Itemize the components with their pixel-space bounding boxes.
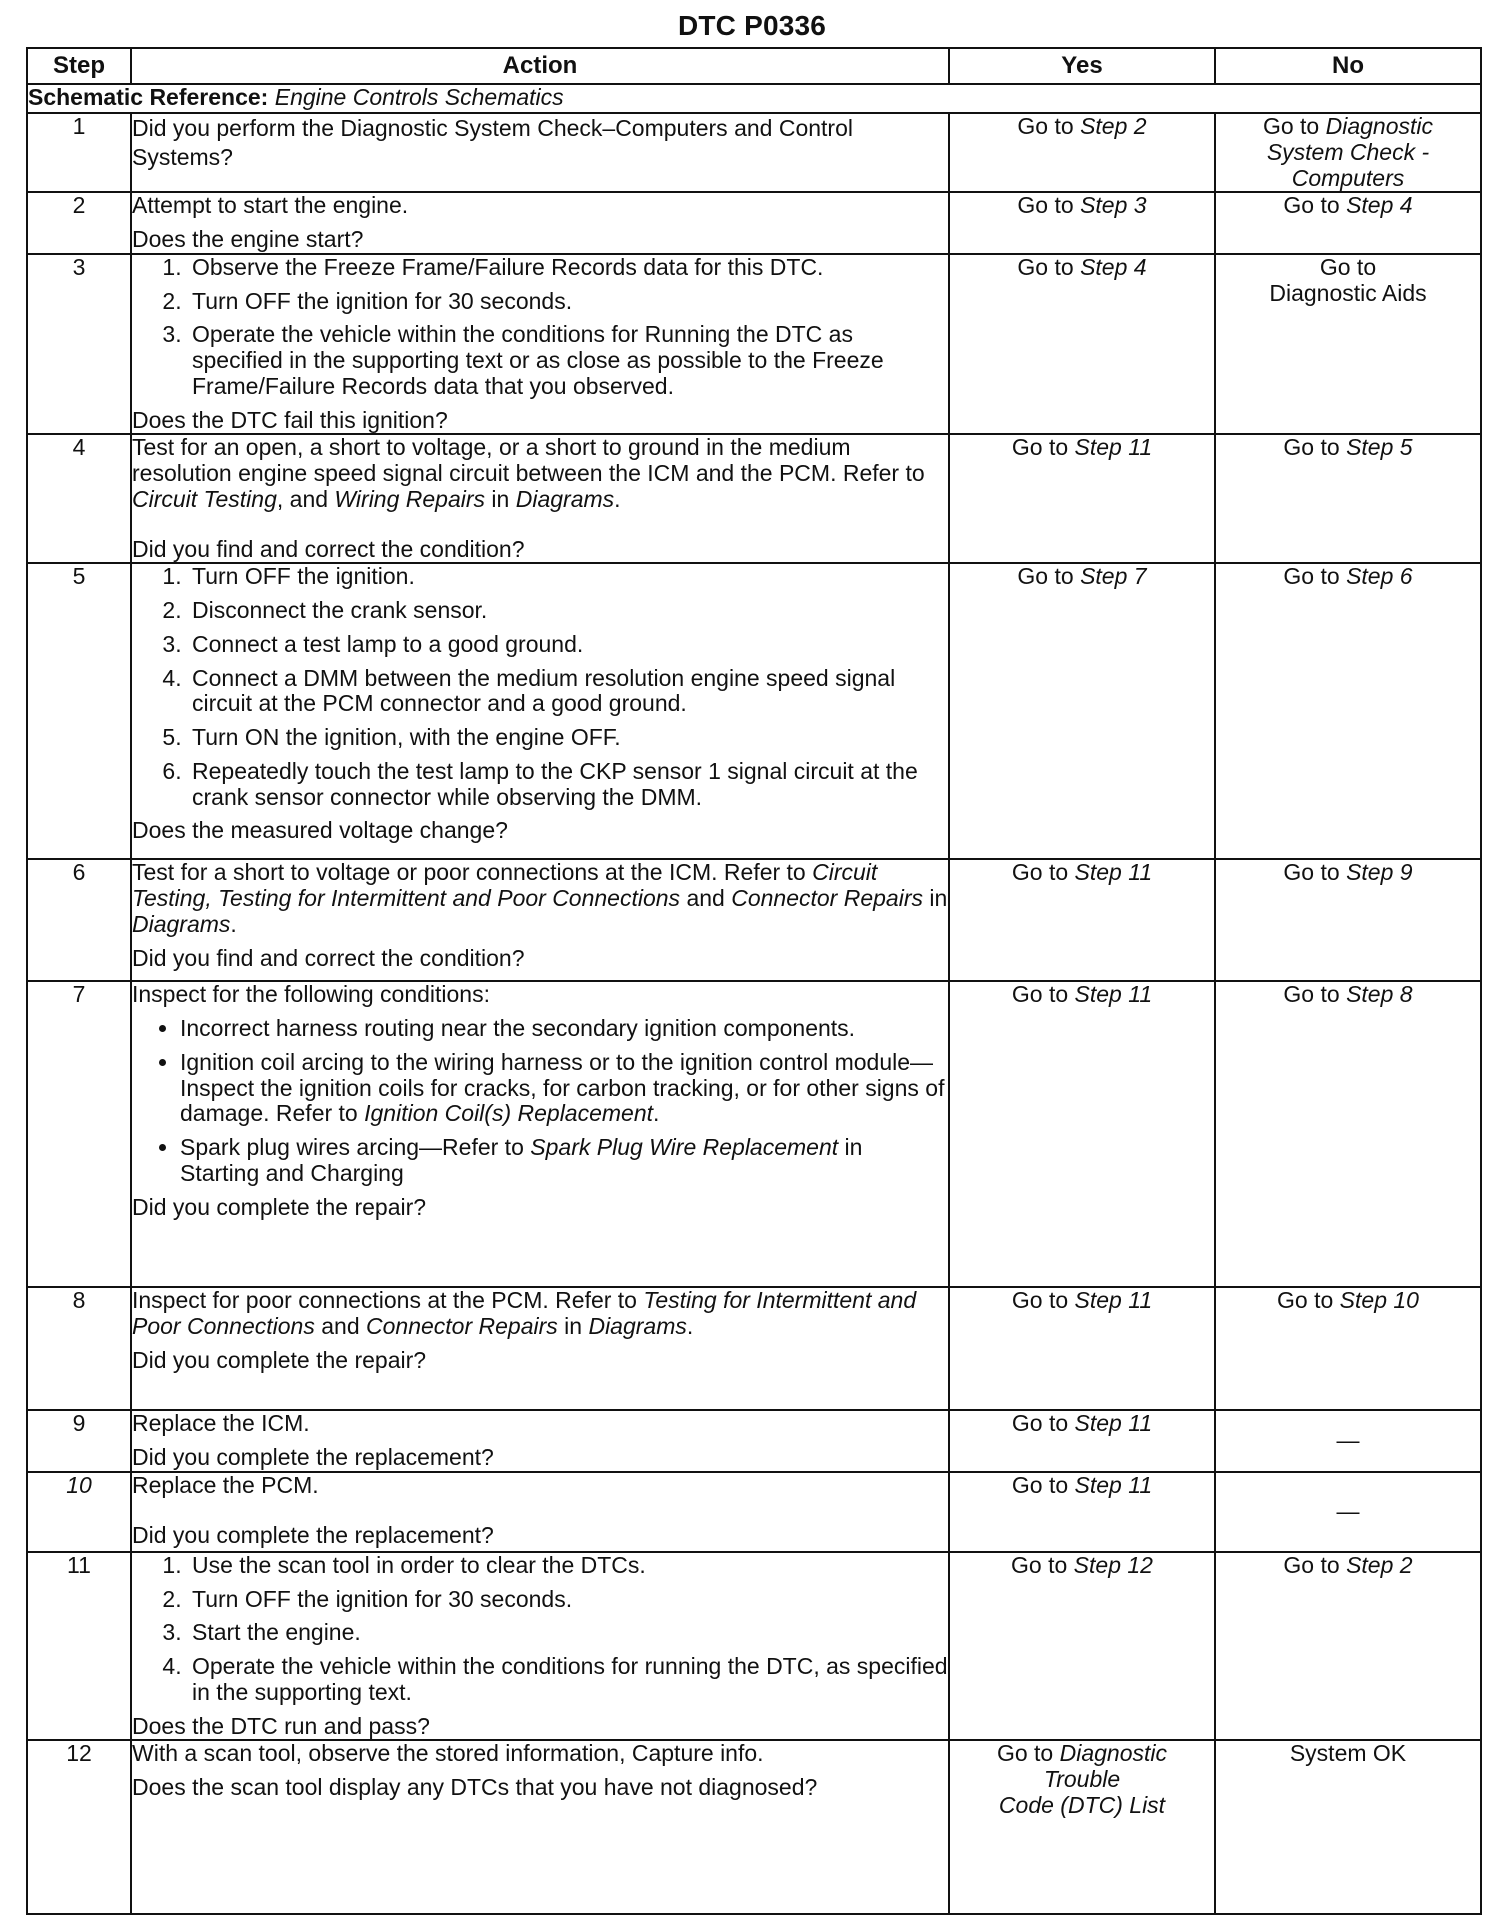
- goto-text: Go to: [1283, 434, 1340, 461]
- action-question: Does the DTC run and pass?: [132, 1712, 430, 1739]
- action-cell: [131, 1410, 949, 1472]
- list-item: 3. Operate the vehicle within the conditions for Running the DTC as specified in the supporting text or as close as possible to the Freeze Frame/Failure Records data that you observed.: [188, 322, 948, 399]
- no-cell: [1215, 859, 1481, 981]
- dash-text: —: [1336, 1497, 1360, 1524]
- action-cell: [131, 859, 949, 981]
- step-link[interactable]: Step 8: [1346, 981, 1413, 1008]
- step-link[interactable]: Step 3: [1080, 192, 1147, 219]
- header-row: [27, 48, 1481, 84]
- step-link[interactable]: Step 2: [1080, 113, 1147, 139]
- list-item: 6. Repeatedly touch the test lamp to the CKP sensor 1 signal circuit at the crank sensor connector while observing the DMM.: [188, 759, 948, 811]
- yes-cell: [949, 1287, 1215, 1410]
- goto-text: Go to: [996, 1740, 1054, 1767]
- step-number: 6: [27, 859, 131, 981]
- table-row: [27, 1740, 1481, 1914]
- no-cell: [1215, 1552, 1481, 1741]
- action-question: Did you find and correct the condition?: [132, 944, 525, 971]
- procedure-list: [132, 255, 948, 400]
- table-row: [27, 981, 1481, 1287]
- reference-link-line[interactable]: Computers: [1291, 164, 1405, 191]
- step-link[interactable]: Step 11: [1074, 981, 1153, 1008]
- goto-text: Go to: [1017, 563, 1074, 590]
- goto-text: Go to: [1011, 1287, 1069, 1314]
- list-item: 4. Connect a DMM between the medium resolution engine speed signal circuit at the PCM connector and a good ground.: [188, 666, 948, 718]
- page-title: DTC P0336: [677, 10, 827, 41]
- action-cell: [131, 192, 949, 254]
- procedure-list: [132, 564, 948, 810]
- step-link[interactable]: Step 4: [1080, 253, 1147, 280]
- goto-text: Go to: [1017, 113, 1074, 139]
- goto-text: Go to: [1011, 981, 1069, 1008]
- step-link[interactable]: Step 10: [1339, 1287, 1419, 1314]
- no-cell: [1215, 1740, 1481, 1914]
- step-link[interactable]: Step 9: [1346, 859, 1413, 886]
- step-number: 8: [27, 1287, 131, 1410]
- action-text: Inspect for poor connections at the PCM. Refer to Testing for Intermittent and Poor Connections and Connector Repairs in Diagrams.: [132, 1287, 917, 1339]
- action-text: Replace the PCM.: [132, 1471, 319, 1498]
- header-yes: Yes: [949, 48, 1215, 84]
- list-item: 4. Operate the vehicle within the conditions for running the DTC, as specified in the supporting text.: [188, 1654, 948, 1706]
- schematic-value: Engine Controls Schematics: [274, 84, 564, 110]
- header-step: Step: [27, 48, 131, 84]
- goto-text: Go to: [1017, 253, 1074, 280]
- action-cell: [131, 434, 949, 563]
- action-text: Replace the ICM.: [132, 1410, 310, 1437]
- action-question: Does the engine start?: [132, 226, 364, 252]
- yes-cell: [949, 254, 1215, 435]
- schematic-label: Schematic Reference:: [28, 84, 269, 110]
- action-question: Did you complete the replacement?: [132, 1444, 494, 1470]
- step-number: 10: [27, 1472, 131, 1552]
- step-link[interactable]: Step 7: [1080, 563, 1147, 590]
- list-item: 3. Start the engine.: [188, 1620, 948, 1646]
- no-cell: [1215, 1410, 1481, 1472]
- goto-text: Go to: [1283, 563, 1340, 590]
- table-row: [27, 1287, 1481, 1410]
- list-item: 1. Turn OFF the ignition.: [188, 564, 948, 590]
- step-link[interactable]: Step 11: [1074, 1287, 1153, 1314]
- header-no: No: [1215, 48, 1481, 84]
- reference-link-line[interactable]: Trouble: [1043, 1766, 1121, 1792]
- goto-text: Go to: [1283, 981, 1340, 1008]
- yes-cell: [949, 434, 1215, 563]
- no-cell: [1215, 434, 1481, 563]
- step-number: 3: [27, 254, 131, 435]
- no-cell: [1215, 1287, 1481, 1410]
- action-question: Does the scan tool display any DTCs that you have not diagnosed?: [132, 1774, 818, 1800]
- goto-text: Go to: [1011, 1471, 1069, 1498]
- no-cell: [1215, 192, 1481, 254]
- step-link[interactable]: Step 5: [1346, 434, 1413, 461]
- yes-cell: [949, 113, 1215, 192]
- action-question: Does the measured voltage change?: [132, 817, 508, 844]
- goto-text: Go to: [1011, 1551, 1068, 1578]
- goto-text: Go to: [1017, 192, 1074, 219]
- step-number: 9: [27, 1410, 131, 1472]
- action-cell: [131, 563, 949, 859]
- table-row: [27, 1472, 1481, 1552]
- list-item: 1. Observe the Freeze Frame/Failure Records data for this DTC.: [188, 255, 948, 281]
- yes-cell: [949, 1552, 1215, 1741]
- goto-text: Go to: [1283, 859, 1340, 886]
- action-question: Did you complete the repair?: [132, 1193, 427, 1220]
- action-cell: [131, 254, 949, 435]
- action-cell: [131, 1552, 949, 1741]
- no-cell: [1215, 113, 1481, 192]
- goto-text: Go to: [1262, 113, 1320, 139]
- step-link[interactable]: Step 2: [1346, 1551, 1413, 1578]
- no-cell: [1215, 563, 1481, 859]
- action-question: Did you complete the repair?: [132, 1346, 427, 1373]
- dash-text: —: [1336, 1427, 1360, 1454]
- table-row: [27, 434, 1481, 563]
- reference-link[interactable]: Diagnostic: [1325, 113, 1434, 139]
- reference-link[interactable]: Diagnostic: [1059, 1740, 1168, 1767]
- action-text: With a scan tool, observe the stored information, Capture info.: [132, 1740, 764, 1767]
- list-item: 1. Use the scan tool in order to clear the DTCs.: [188, 1553, 948, 1579]
- list-item: 5. Turn ON the ignition, with the engine OFF.: [188, 725, 948, 751]
- condition-list: [132, 1016, 948, 1187]
- step-link[interactable]: Step 11: [1074, 434, 1153, 461]
- table-row: [27, 1552, 1481, 1741]
- schematic-reference: [27, 84, 1481, 113]
- reference-link[interactable]: Diagnostic Aids: [1269, 279, 1427, 306]
- action-question: Did you find and correct the condition?: [132, 535, 525, 562]
- action-text: Inspect for the following conditions:: [132, 981, 490, 1008]
- action-text: Test for a short to voltage or poor connections at the ICM. Refer to Circuit Testing, Testing for Intermittent and Poor Connections and Connector Repairs in Diagrams.: [132, 859, 948, 937]
- step-link[interactable]: Step 11: [1074, 1410, 1153, 1437]
- no-cell: [1215, 981, 1481, 1287]
- step-link[interactable]: Step 11: [1074, 859, 1153, 886]
- yes-cell: [949, 1740, 1215, 1914]
- action-question: Does the DTC fail this ignition?: [132, 406, 448, 433]
- schematic-row: [27, 84, 1481, 113]
- list-item: 2. Disconnect the crank sensor.: [188, 598, 948, 624]
- step-number: 4: [27, 434, 131, 563]
- no-cell: [1215, 1472, 1481, 1552]
- yes-cell: [949, 981, 1215, 1287]
- table-row: [27, 192, 1481, 254]
- reference-link-line[interactable]: System Check -: [1266, 138, 1430, 165]
- yes-cell: [949, 859, 1215, 981]
- list-item: 3. Connect a test lamp to a good ground.: [188, 632, 948, 658]
- step-number: 1: [27, 113, 131, 192]
- procedure-list: [132, 1553, 948, 1706]
- step-link[interactable]: Step 12: [1073, 1551, 1153, 1578]
- diagnostic-table: [26, 47, 1482, 1915]
- step-link[interactable]: Step 4: [1346, 192, 1413, 219]
- step-number: 2: [27, 192, 131, 254]
- step-number: 5: [27, 563, 131, 859]
- goto-text: Go to: [1319, 253, 1377, 280]
- action-cell: [131, 1287, 949, 1410]
- table-row: [27, 113, 1481, 192]
- goto-text: Go to: [1011, 859, 1069, 886]
- action-cell: [131, 113, 949, 192]
- yes-cell: [949, 563, 1215, 859]
- reference-link-line[interactable]: Code (DTC) List: [998, 1791, 1166, 1818]
- step-link[interactable]: Step 11: [1074, 1471, 1153, 1498]
- action-text: Test for an open, a short to voltage, or a short to ground in the medium resolution engine speed signal circuit between the ICM and the PCM. Refer to Circuit Testing, and Wiring Repairs in Diagrams.: [132, 434, 925, 512]
- table-row: [27, 1410, 1481, 1472]
- action-question: Did you complete the replacement?: [132, 1521, 494, 1548]
- table-row: [27, 859, 1481, 981]
- table-row: [27, 254, 1481, 435]
- action-cell: [131, 1472, 949, 1552]
- result-text: System OK: [1289, 1740, 1407, 1767]
- step-link[interactable]: Step 6: [1346, 563, 1413, 590]
- goto-text: Go to: [1283, 1551, 1340, 1578]
- step-number: 11: [27, 1552, 131, 1741]
- list-item: 2. Turn OFF the ignition for 30 seconds.: [188, 1587, 948, 1613]
- action-text: Attempt to start the engine.: [132, 192, 409, 219]
- table-row: [27, 563, 1481, 859]
- list-item: 2. Turn OFF the ignition for 30 seconds.: [188, 289, 948, 315]
- action-cell: [131, 981, 949, 1287]
- step-number: 7: [27, 981, 131, 1287]
- list-item: • Spark plug wires arcing—Refer to Spark Plug Wire Replacement in Starting and Charging: [180, 1135, 948, 1187]
- goto-text: Go to: [1011, 1410, 1069, 1437]
- action-question: Did you perform the Diagnostic System Check–Computers and Control Systems?: [132, 115, 853, 170]
- yes-cell: [949, 1410, 1215, 1472]
- goto-text: Go to: [1283, 192, 1340, 219]
- goto-text: Go to: [1277, 1287, 1334, 1314]
- action-cell: [131, 1740, 949, 1914]
- list-item: • Ignition coil arcing to the wiring harness or to the ignition control module—Inspect the ignition coils for cracks, for carbon tracking, or for other signs of damage. Refer to Ignition Coil(s) Replacement.: [180, 1050, 948, 1127]
- yes-cell: [949, 1472, 1215, 1552]
- header-action: Action: [131, 48, 949, 84]
- list-item: • Incorrect harness routing near the secondary ignition components.: [180, 1016, 948, 1042]
- yes-cell: [949, 192, 1215, 254]
- step-number: 12: [27, 1740, 131, 1914]
- no-cell: [1215, 254, 1481, 435]
- goto-text: Go to: [1011, 434, 1069, 461]
